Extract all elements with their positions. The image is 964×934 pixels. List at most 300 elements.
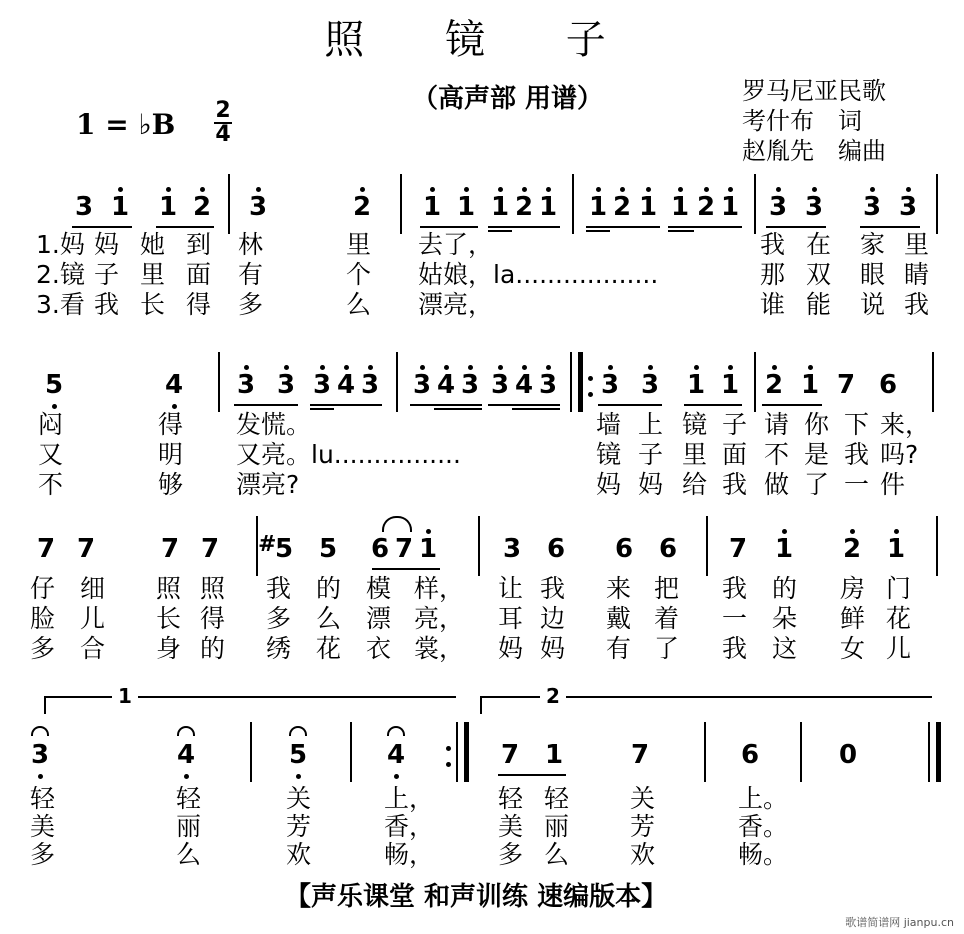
- lyric-syllable: 镜: [682, 410, 708, 439]
- lyric-syllable: 林: [238, 230, 264, 259]
- note: 1: [538, 192, 558, 222]
- note: 2: [514, 192, 534, 222]
- beam: [684, 404, 742, 406]
- lyric-syllable: 身: [156, 634, 182, 663]
- lyric-syllable: 轻: [30, 784, 56, 813]
- high-dot: [808, 365, 813, 370]
- high-dot: [284, 365, 289, 370]
- note: 4: [336, 370, 356, 400]
- lyric-syllable: 仔: [30, 574, 56, 603]
- lyric-syllable: 我: [844, 440, 870, 469]
- lyric-syllable: 下: [844, 410, 870, 439]
- note: 3: [312, 370, 332, 400]
- lyric-syllable: 妈: [94, 230, 120, 259]
- beam: [488, 226, 560, 228]
- high-dot: [894, 529, 899, 534]
- high-dot: [522, 187, 527, 192]
- sharp-sign: #: [258, 532, 277, 557]
- note: 5: [318, 534, 338, 564]
- note: 1: [490, 192, 510, 222]
- high-dot: [646, 187, 651, 192]
- lyric-syllable: 裳，: [414, 634, 465, 663]
- lyric-syllable: 多: [498, 840, 524, 869]
- high-dot: [522, 365, 527, 370]
- fermata: [289, 726, 307, 736]
- lyric-syllable: 让: [498, 574, 524, 603]
- lyric-syllable: 闷: [38, 410, 64, 439]
- high-dot: [596, 187, 601, 192]
- lyric-syllable: 朵: [772, 604, 798, 633]
- lyric-syllable: 戴: [606, 604, 632, 633]
- note: 2: [764, 370, 784, 400]
- note: 3: [30, 740, 50, 770]
- note: 4: [514, 370, 534, 400]
- lyric-syllable: 不: [764, 440, 790, 469]
- lyric-syllable: 门: [886, 574, 912, 603]
- note: 3: [236, 370, 256, 400]
- note: 1: [774, 534, 794, 564]
- lyric-syllable: 上，: [384, 784, 435, 813]
- note: 3: [276, 370, 296, 400]
- lyric-syllable: 绣: [266, 634, 292, 663]
- lyric-syllable: 关: [286, 784, 312, 813]
- time-top: 2: [215, 98, 231, 123]
- time-signature: [214, 100, 232, 146]
- low-dot: [52, 404, 57, 409]
- note: 7: [500, 740, 520, 770]
- beam: [372, 568, 440, 570]
- beam: [420, 226, 478, 228]
- slur: [382, 516, 412, 532]
- beam: [410, 404, 482, 406]
- note: 3: [460, 370, 480, 400]
- volta-first-hook: [44, 696, 46, 714]
- lyric-syllable: 家: [860, 230, 886, 259]
- note: 3: [502, 534, 522, 564]
- lyric-syllable: 得: [186, 290, 212, 319]
- lyric-syllable: 子: [722, 410, 748, 439]
- fermata: [31, 726, 49, 736]
- lyric-syllable: 畅。: [738, 840, 789, 869]
- barline: [928, 722, 930, 782]
- lyric-syllable: 是: [804, 440, 830, 469]
- lyric-syllable: 丽: [176, 812, 202, 841]
- lyric-syllable: 照: [200, 574, 226, 603]
- beam: [860, 226, 920, 228]
- barline: [706, 516, 708, 576]
- lyric-syllable: 睛: [904, 260, 930, 289]
- lyric-syllable: 不: [38, 470, 64, 499]
- barline: [218, 352, 220, 412]
- note: 2: [612, 192, 632, 222]
- footer-note: 【声乐课堂 和声训练 速编版本】: [285, 882, 668, 912]
- barline: [228, 174, 230, 234]
- beam: [668, 230, 694, 232]
- lyric-syllable: 我: [94, 290, 120, 319]
- lyric-syllable: 又亮。lu................: [236, 440, 461, 469]
- high-dot: [728, 187, 733, 192]
- barline: [936, 516, 938, 576]
- origin-credit: 罗马尼亚民歌: [742, 77, 886, 105]
- note: 0: [838, 740, 858, 770]
- lyric-syllable: 芳: [630, 812, 656, 841]
- lyric-syllable: 多: [238, 290, 264, 319]
- high-dot: [812, 187, 817, 192]
- barline: [350, 722, 352, 782]
- lyric-syllable: 里: [346, 230, 372, 259]
- lyric-syllable: 你: [804, 410, 830, 439]
- lyric-syllable: 有: [238, 260, 264, 289]
- lyric-syllable: 么: [544, 840, 570, 869]
- note: 7: [200, 534, 220, 564]
- lyric-syllable: 子: [94, 260, 120, 289]
- high-dot: [118, 187, 123, 192]
- lyric-syllable: 长: [156, 604, 182, 633]
- lyric-syllable: 美: [30, 812, 56, 841]
- high-dot: [430, 187, 435, 192]
- note: 6: [370, 534, 390, 564]
- lyric-syllable: 明: [158, 440, 184, 469]
- lyric-syllable: 得: [158, 410, 184, 439]
- lyric-syllable: 欢: [630, 840, 656, 869]
- note: 3: [538, 370, 558, 400]
- note: 1: [110, 192, 130, 222]
- volta-second-hook: [480, 696, 482, 714]
- lyric-syllable: 双: [806, 260, 832, 289]
- note: 7: [76, 534, 96, 564]
- lyric-syllable: 把: [654, 574, 680, 603]
- volta-first-number: 1: [112, 684, 138, 708]
- beam: [586, 230, 610, 232]
- lyric-syllable: 她: [140, 230, 166, 259]
- lyric-syllable: 发慌。: [236, 410, 312, 439]
- lyric-syllable: 香，: [384, 812, 435, 841]
- barline: [704, 722, 706, 782]
- barline: [250, 722, 252, 782]
- note: 3: [804, 192, 824, 222]
- lyric-syllable: 一: [722, 604, 748, 633]
- note: 1: [800, 370, 820, 400]
- note: 5: [288, 740, 308, 770]
- lyric-syllable: 墙: [596, 410, 622, 439]
- note: 3: [248, 192, 268, 222]
- lyric-syllable: 女: [840, 634, 866, 663]
- beam: [156, 226, 214, 228]
- barline: [464, 722, 469, 782]
- lyric-syllable: 里: [904, 230, 930, 259]
- lyric-syllable: 着: [654, 604, 680, 633]
- song-title: 照 镜 子: [324, 17, 640, 63]
- note: 3: [74, 192, 94, 222]
- lyric-syllable: 里: [140, 260, 166, 289]
- barline: [578, 352, 583, 412]
- low-dot: [296, 774, 301, 779]
- low-dot: [172, 404, 177, 409]
- high-dot: [648, 365, 653, 370]
- lyric-syllable: 芳: [286, 812, 312, 841]
- beam: [598, 404, 662, 406]
- note: 3: [412, 370, 432, 400]
- lyric-syllable: 个: [346, 260, 372, 289]
- high-dot: [782, 529, 787, 534]
- lyric-syllable: 么: [176, 840, 202, 869]
- lyric-syllable: 我: [722, 470, 748, 499]
- note: 6: [658, 534, 678, 564]
- note: 4: [164, 370, 184, 400]
- note: 4: [176, 740, 196, 770]
- note: 6: [740, 740, 760, 770]
- lyric-syllable: 关: [630, 784, 656, 813]
- lyric-syllable: 做: [764, 470, 790, 499]
- lyric-syllable: 花: [316, 634, 342, 663]
- volta-first-line: [44, 696, 456, 698]
- fermata: [177, 726, 195, 736]
- high-dot: [420, 365, 425, 370]
- lyric-syllable: 多: [30, 840, 56, 869]
- lyric-syllable: 子: [638, 440, 664, 469]
- note: 5: [274, 534, 294, 564]
- barline: [400, 174, 402, 234]
- lyric-syllable: 2.镜: [36, 260, 85, 289]
- barline: [478, 516, 480, 576]
- low-dot: [38, 774, 43, 779]
- repeat-dot: [446, 746, 451, 751]
- lyric-syllable: 来，: [880, 410, 931, 439]
- barline: [570, 352, 572, 412]
- barline: [936, 722, 941, 782]
- note: 1: [670, 192, 690, 222]
- lyric-syllable: 的: [316, 574, 342, 603]
- lyric-syllable: 畅，: [384, 840, 435, 869]
- lyric-syllable: 面: [186, 260, 212, 289]
- barline: [456, 722, 458, 782]
- lyric-syllable: 长: [140, 290, 166, 319]
- high-dot: [608, 365, 613, 370]
- lyric-syllable: 妈: [638, 470, 664, 499]
- lyric-syllable: 有: [606, 634, 632, 663]
- high-dot: [772, 365, 777, 370]
- high-dot: [906, 187, 911, 192]
- note: 6: [614, 534, 634, 564]
- lyric-syllable: 耳: [498, 604, 524, 633]
- beam: [586, 226, 660, 228]
- repeat-dot: [588, 392, 593, 397]
- note: 1: [638, 192, 658, 222]
- lyric-syllable: 漂亮?: [236, 470, 300, 499]
- lyric-syllable: 边: [540, 604, 566, 633]
- lyric-syllable: 在: [806, 230, 832, 259]
- beam: [310, 404, 382, 406]
- lyric-syllable: 多: [30, 634, 56, 663]
- lyric-syllable: 去了，: [418, 230, 494, 259]
- beam: [310, 408, 334, 410]
- lyric-syllable: 我: [722, 574, 748, 603]
- lyric-syllable: 漂亮，: [418, 290, 494, 319]
- high-dot: [694, 365, 699, 370]
- lyric-syllable: 么: [346, 290, 372, 319]
- lyric-syllable: 镜: [596, 440, 622, 469]
- note: 1: [456, 192, 476, 222]
- note: 7: [36, 534, 56, 564]
- note: 4: [386, 740, 406, 770]
- note: 1: [720, 192, 740, 222]
- lyric-syllable: 香。: [738, 812, 789, 841]
- lyric-syllable: 美: [498, 812, 524, 841]
- lyric-syllable: 姑娘，la..................: [418, 260, 659, 289]
- high-dot: [344, 365, 349, 370]
- lyric-syllable: 吗?: [880, 440, 919, 469]
- note: 5: [44, 370, 64, 400]
- note: 6: [546, 534, 566, 564]
- high-dot: [244, 365, 249, 370]
- lyric-syllable: 件: [880, 470, 906, 499]
- barline: [572, 174, 574, 234]
- note: 2: [352, 192, 372, 222]
- lyric-syllable: 面: [722, 440, 748, 469]
- note: 3: [490, 370, 510, 400]
- note: 1: [544, 740, 564, 770]
- lyric-syllable: 轻: [498, 784, 524, 813]
- lyric-syllable: 得: [200, 604, 226, 633]
- note: 2: [842, 534, 862, 564]
- note: 1: [418, 534, 438, 564]
- high-dot: [620, 187, 625, 192]
- lyric-syllable: 里: [682, 440, 708, 469]
- high-dot: [704, 187, 709, 192]
- lyric-syllable: 的: [772, 574, 798, 603]
- lyric-syllable: 儿: [80, 604, 106, 633]
- lyric-syllable: 漂: [366, 604, 392, 633]
- lyric-syllable: 一: [844, 470, 870, 499]
- watermark: 歌谱简谱网 jianpu.cn: [845, 916, 954, 929]
- high-dot: [256, 187, 261, 192]
- high-dot: [546, 187, 551, 192]
- high-dot: [464, 187, 469, 192]
- lyric-syllable: 我: [722, 634, 748, 663]
- high-dot: [368, 365, 373, 370]
- key-signature: 1 = ♭B: [76, 108, 176, 141]
- beam: [488, 404, 560, 406]
- beam: [668, 226, 742, 228]
- lyric-syllable: 1.妈: [36, 230, 85, 259]
- note: 3: [768, 192, 788, 222]
- low-dot: [394, 774, 399, 779]
- lyric-syllable: 样，: [414, 574, 465, 603]
- lyric-syllable: 妈: [596, 470, 622, 499]
- lyric-syllable: 细: [80, 574, 106, 603]
- lyric-syllable: 照: [156, 574, 182, 603]
- note: 7: [630, 740, 650, 770]
- lyric-syllable: 丽: [544, 812, 570, 841]
- high-dot: [200, 187, 205, 192]
- repeat-dot: [446, 762, 451, 767]
- note: 1: [720, 370, 740, 400]
- lyric-syllable: 的: [200, 634, 226, 663]
- lyricist-credit: 考什布 词: [742, 107, 862, 135]
- lyric-syllable: 我: [540, 574, 566, 603]
- note: 3: [862, 192, 882, 222]
- lyric-syllable: 眼: [860, 260, 886, 289]
- barline: [800, 722, 802, 782]
- lyric-syllable: 模: [366, 574, 392, 603]
- lyric-syllable: 了: [804, 470, 830, 499]
- arranger-credit: 赵胤先 编曲: [742, 137, 886, 165]
- high-dot: [870, 187, 875, 192]
- barline: [396, 352, 398, 412]
- lyric-syllable: 说: [860, 290, 886, 319]
- note: 6: [878, 370, 898, 400]
- note: 7: [836, 370, 856, 400]
- high-dot: [360, 187, 365, 192]
- time-bottom: 4: [215, 122, 231, 147]
- lyric-syllable: 么: [316, 604, 342, 633]
- note: 3: [360, 370, 380, 400]
- lyric-syllable: 轻: [544, 784, 570, 813]
- lyric-syllable: 够: [158, 470, 184, 499]
- high-dot: [678, 187, 683, 192]
- beam: [234, 404, 298, 406]
- barline: [754, 174, 756, 234]
- lyric-syllable: 这: [772, 634, 798, 663]
- lyric-syllable: 上。: [738, 784, 789, 813]
- lyric-syllable: 多: [266, 604, 292, 633]
- high-dot: [498, 365, 503, 370]
- lyric-syllable: 脸: [30, 604, 56, 633]
- note: 7: [728, 534, 748, 564]
- note: 4: [436, 370, 456, 400]
- note: 7: [160, 534, 180, 564]
- barline: [754, 352, 756, 412]
- lyric-syllable: 亮，: [414, 604, 465, 633]
- barline: [936, 174, 938, 234]
- lyric-syllable: 妈: [498, 634, 524, 663]
- note: 1: [588, 192, 608, 222]
- high-dot: [444, 365, 449, 370]
- note: 2: [192, 192, 212, 222]
- lyric-syllable: 房: [840, 574, 866, 603]
- lyric-syllable: 到: [186, 230, 212, 259]
- high-dot: [728, 365, 733, 370]
- lyric-syllable: 那: [760, 260, 786, 289]
- high-dot: [426, 529, 431, 534]
- lyric-syllable: 鲜: [840, 604, 866, 633]
- beam: [72, 226, 132, 228]
- note: 3: [898, 192, 918, 222]
- high-dot: [320, 365, 325, 370]
- beam: [434, 408, 482, 410]
- barline: [932, 352, 934, 412]
- note: 1: [422, 192, 442, 222]
- note: 1: [686, 370, 706, 400]
- lyric-syllable: 合: [80, 634, 106, 663]
- lyric-syllable: 欢: [286, 840, 312, 869]
- high-dot: [166, 187, 171, 192]
- volta-second-number: 2: [540, 684, 566, 708]
- lyric-syllable: 上: [638, 410, 664, 439]
- beam: [762, 404, 822, 406]
- high-dot: [776, 187, 781, 192]
- barline: [256, 516, 258, 576]
- note: 3: [640, 370, 660, 400]
- repeat-dot: [588, 376, 593, 381]
- lyric-syllable: 给: [682, 470, 708, 499]
- lyric-syllable: 我: [266, 574, 292, 603]
- note: 1: [886, 534, 906, 564]
- beam: [766, 226, 826, 228]
- note: 3: [600, 370, 620, 400]
- note: 2: [696, 192, 716, 222]
- note: 1: [158, 192, 178, 222]
